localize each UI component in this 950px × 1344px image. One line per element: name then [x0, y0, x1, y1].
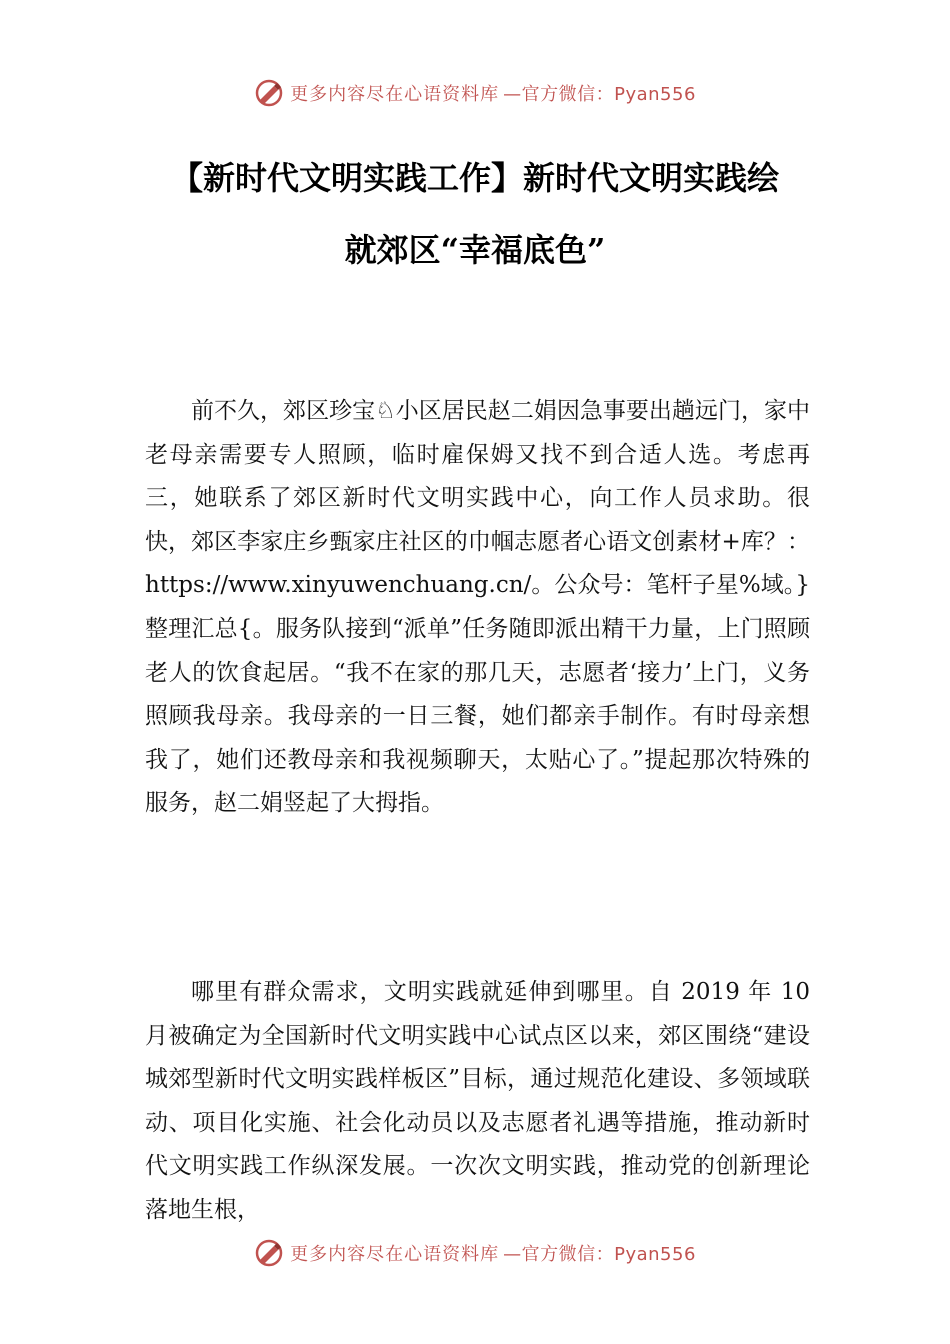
banner-text: 更多内容尽在心语资料库: [290, 84, 500, 105]
header-banner: [0, 76, 950, 110]
title-line-1: 【新时代文明实践工作】新时代文明实践绘: [170, 159, 779, 197]
footer-banner: [0, 1236, 950, 1270]
pen-logo-icon: [254, 1238, 284, 1268]
document-title: [60, 142, 890, 286]
banner-contact: —官方微信：Pyan556: [503, 84, 696, 105]
pen-logo-icon: [254, 78, 284, 108]
banner-contact: —官方微信：Pyan556: [503, 1244, 696, 1265]
body-paragraph-2: 哪里有群众需求，文明实践就延伸到哪里。自 2019 年 10 月被确定为全国新时代文明实践中心试点区以来，郊区围绕“建设城郊型新时代文明实践样板区”目标，通过规范化建设、多领域联动、项目化实施、社会化动员以及志愿者礼遇等措施，推动新时代文明实践工作纵深发展。一次次文明实践，推动党的创新理论落地生根，: [145, 979, 810, 1223]
title-line-2: 就郊区“幸福底色”: [344, 231, 606, 269]
banner-text: 更多内容尽在心语资料库: [290, 1244, 500, 1265]
body-paragraph-1: 前不久，郊区珍宝♘小区居民赵二娟因急事要出趟远门，家中老母亲需要专人照顾，临时雇保姆又找不到合适人选。考虑再三，她联系了郊区新时代文明实践中心，向工作人员求助。很快，郊区李家庄乡甄家庄社区的巾帼志愿者心语文创素材+库？：https://www.xinyuwenchuang.cn/。公众号：笔杆子星%域。}整理汇总{。服务队接到“派单”任务随即派出精干力量，上门照顾老人的饮食起居。“我不在家的那几天，志愿者‘接力’上门，义务照顾我母亲。我母亲的一日三餐，她们都亲手制作。有时母亲想我了，她们还教母亲和我视频聊天，太贴心了。”提起那次特殊的服务，赵二娟竖起了大拇指。: [145, 398, 810, 817]
